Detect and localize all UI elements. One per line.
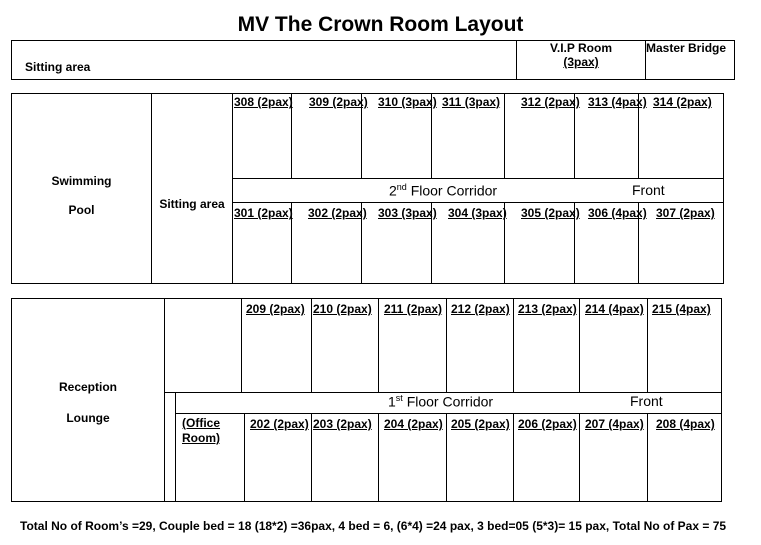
room-divider [504,94,505,178]
corridor-1f-bottom-line [175,413,721,414]
swimming-pool-line2: Pool [68,203,95,217]
corridor-2f-text: Floor Corridor [406,182,498,199]
room-divider [446,413,447,501]
room-label: 204 (2pax) [384,417,443,431]
room-label: 211 (2pax) [384,302,443,316]
room-label: 308 (2pax) [234,95,293,109]
room-divider [647,299,648,392]
room-label: 314 (2pax) [653,95,712,109]
office-left-divider [175,392,176,501]
room-label: 309 (2pax) [309,95,368,109]
room-divider [513,413,514,501]
room-label: 310 (3pax) [378,95,437,109]
room-label: 213 (2pax) [518,302,577,316]
office-room-line1: (Office [182,416,221,430]
room-label: 212 (2pax) [451,302,510,316]
office-room [182,416,220,446]
corridor-1f [388,393,493,410]
room-label: 205 (2pax) [451,417,510,431]
room-divider [244,413,245,501]
totals-footer: Total No of Room’s =29, Couple bed = 18 (18*2) =36pax, 4 bed = 6, (6*4) =24 pax, 3 bed=05 (5*3)= 15 pax, Total No of Pax = 75 [20,519,727,533]
top-strip [11,40,735,80]
front-1f: Front [630,393,663,409]
room-label: 306 (4pax) [588,206,647,220]
room-label: 305 (2pax) [521,206,580,220]
room-label: 206 (2pax) [518,417,577,431]
swimming-pool-line1: Swimming [51,174,112,188]
first-floor-block [11,298,722,502]
sitting-divider [232,94,233,283]
corridor-top-line [232,178,723,179]
room-divider [311,299,312,392]
office-room-line2: Room) [182,431,220,445]
lounge-label: Lounge [66,411,110,425]
room-divider [647,413,648,501]
corridor-bottom-line [232,202,723,203]
room-label: 208 (4pax) [656,417,715,431]
room-label: 301 (2pax) [234,206,293,220]
corridor-2f-sup: nd [396,182,407,192]
room-divider [378,299,379,392]
room-label: 214 (4pax) [585,302,644,316]
room-divider [378,413,379,501]
room-label: 215 (4pax) [652,302,711,316]
room-label: 202 (2pax) [250,417,309,431]
reception-divider [164,299,165,501]
room-label: 207 (4pax) [585,417,644,431]
corridor-1f-num: 1 [388,393,396,410]
room-label: 303 (3pax) [378,206,437,220]
corridor-1f-sup: st [395,393,403,403]
room-divider [579,299,580,392]
pool-divider [151,94,152,283]
sitting-area-2f: Sitting area [159,197,225,211]
page-title: MV The Crown Room Layout [237,13,524,36]
room-divider [579,413,580,501]
reception-label: Reception [58,380,117,394]
vip-room-pax: (3pax) [563,55,599,69]
room-label: 209 (2pax) [246,302,305,316]
reception-lounge [12,372,164,434]
room-label: 304 (3pax) [448,206,507,220]
second-floor-block [11,93,724,284]
corridor-2f [389,182,497,199]
corridor-2f-num: 2 [389,182,397,199]
room-label: 312 (2pax) [521,95,580,109]
room-label: 302 (2pax) [308,206,367,220]
sitting-area-label: Sitting area [25,60,91,74]
corridor-1f-text: Floor Corridor [402,393,494,410]
room-label: 311 (3pax) [442,95,501,109]
room-divider [513,299,514,392]
swimming-pool [12,167,151,225]
vip-room-label: V.I.P Room [549,41,613,55]
room-divider [446,299,447,392]
front-2f: Front [632,182,665,198]
office-top-divider [241,299,242,392]
room-label: 313 (4pax) [588,95,647,109]
vip-room [517,41,645,69]
room-label: 203 (2pax) [313,417,372,431]
room-label: 210 (2pax) [313,302,372,316]
room-divider [311,413,312,501]
master-bridge-label: Master Bridge [646,41,727,55]
room-label: 307 (2pax) [656,206,715,220]
